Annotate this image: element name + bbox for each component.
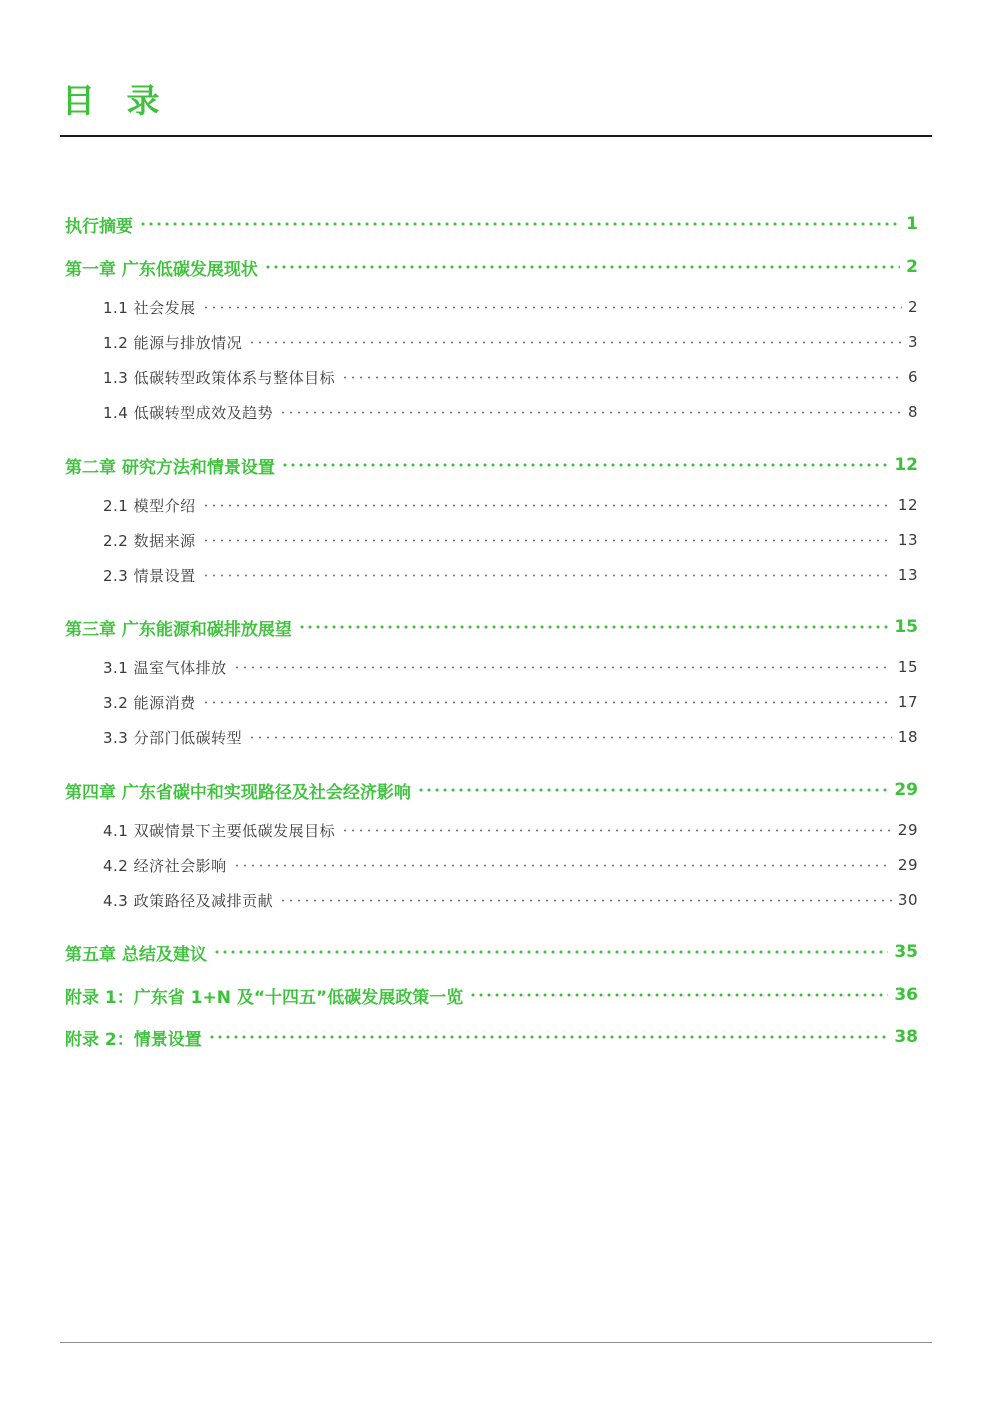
dot-leader <box>233 666 892 669</box>
toc-entry-label: 1.2 能源与排放情况 <box>103 333 243 352</box>
toc-entry[interactable] <box>65 211 918 237</box>
toc-subentry[interactable] <box>103 329 918 355</box>
footer-divider <box>60 1342 932 1343</box>
dot-leader <box>279 899 892 902</box>
toc-entry[interactable] <box>65 254 918 280</box>
toc-entry-page: 30 <box>897 891 918 909</box>
toc-entry-label: 4.3 政策路径及减排贡献 <box>103 891 274 910</box>
toc-entry[interactable] <box>65 982 918 1008</box>
dot-leader <box>341 376 902 379</box>
toc-entry-page: 18 <box>897 728 918 746</box>
toc-entry-label: 1.1 社会发展 <box>103 298 196 317</box>
toc-subentry[interactable] <box>103 887 918 913</box>
dot-leader <box>208 1035 889 1039</box>
toc-entry-page: 8 <box>907 403 918 421</box>
toc-subentry[interactable] <box>103 364 918 390</box>
dot-leader <box>298 625 888 629</box>
toc-entry-page: 13 <box>897 566 918 584</box>
toc-entry-label: 第三章 广东能源和碳排放展望 <box>65 619 292 640</box>
toc-entry-label: 3.2 能源消费 <box>103 693 196 712</box>
toc-entry-label: 执行摘要 <box>65 216 133 237</box>
dot-leader <box>202 504 892 507</box>
dot-leader <box>341 829 892 832</box>
toc-entry-page: 15 <box>894 617 918 637</box>
dot-leader <box>264 265 900 269</box>
toc-entry-label: 第一章 广东低碳发展现状 <box>65 259 258 280</box>
toc-entry-label: 3.1 温室气体排放 <box>103 658 227 677</box>
toc-entry-page: 12 <box>894 455 918 475</box>
toc-subentry[interactable] <box>103 492 918 518</box>
toc-entry-page: 36 <box>894 985 918 1005</box>
dot-leader <box>279 411 902 414</box>
toc-entry-page: 29 <box>897 821 918 839</box>
page-title: 目 录 <box>62 81 170 120</box>
dot-leader <box>202 539 892 542</box>
toc-entry[interactable] <box>65 614 918 640</box>
toc-entry-label: 2.3 情景设置 <box>103 566 196 585</box>
dot-leader <box>469 993 888 997</box>
toc-entry-label: 第四章 广东省碳中和实现路径及社会经济影响 <box>65 782 411 803</box>
dot-leader <box>417 788 888 792</box>
toc-entry-page: 13 <box>897 531 918 549</box>
toc-entry-page: 2 <box>906 257 918 277</box>
toc-entry-page: 6 <box>907 368 918 386</box>
toc-entry-label: 1.4 低碳转型成效及趋势 <box>103 403 274 422</box>
toc-entry-label: 1.3 低碳转型政策体系与整体目标 <box>103 368 336 387</box>
toc-entry-label: 附录 1：广东省 1+N 及“十四五”低碳发展政策一览 <box>65 987 464 1008</box>
toc-entry-label: 第二章 研究方法和情景设置 <box>65 457 275 478</box>
toc-entry[interactable] <box>65 939 918 965</box>
toc-entry-label: 4.2 经济社会影响 <box>103 856 227 875</box>
toc-entry-page: 15 <box>897 658 918 676</box>
toc-entry-page: 2 <box>907 298 918 316</box>
toc-entry-label: 4.1 双碳情景下主要低碳发展目标 <box>103 821 336 840</box>
toc-entry-page: 12 <box>897 496 918 514</box>
toc-subentry[interactable] <box>103 724 918 750</box>
toc-entry-label: 2.2 数据来源 <box>103 531 196 550</box>
toc-entry-label: 第五章 总结及建议 <box>65 944 207 965</box>
toc-entry[interactable] <box>65 452 918 478</box>
toc-subentry[interactable] <box>103 852 918 878</box>
toc-entry-page: 17 <box>897 693 918 711</box>
toc-subentry[interactable] <box>103 527 918 553</box>
toc-entry-page: 29 <box>894 780 918 800</box>
dot-leader <box>139 222 900 226</box>
dot-leader <box>281 463 888 467</box>
dot-leader <box>213 950 888 954</box>
toc-subentry[interactable] <box>103 294 918 320</box>
toc-entry-label: 附录 2：情景设置 <box>65 1029 202 1050</box>
dot-leader <box>202 701 892 704</box>
dot-leader <box>202 306 902 309</box>
toc-subentry[interactable] <box>103 399 918 425</box>
toc-entry-label: 2.1 模型介绍 <box>103 496 196 515</box>
toc-entry-page: 35 <box>894 942 918 962</box>
toc-subentry[interactable] <box>103 562 918 588</box>
toc-subentry[interactable] <box>103 817 918 843</box>
toc-entry[interactable] <box>65 777 918 803</box>
toc-entry-page: 29 <box>897 856 918 874</box>
dot-leader <box>233 864 892 867</box>
toc-entry-page: 3 <box>907 333 918 351</box>
toc-entry-page: 1 <box>906 214 918 234</box>
toc-subentry[interactable] <box>103 654 918 680</box>
dot-leader <box>202 574 892 577</box>
toc-entry-page: 38 <box>894 1027 918 1047</box>
dot-leader <box>248 736 892 739</box>
toc-entry-label: 3.3 分部门低碳转型 <box>103 728 243 747</box>
dot-leader <box>248 341 902 344</box>
toc-subentry[interactable] <box>103 689 918 715</box>
toc-entry[interactable] <box>65 1024 918 1050</box>
